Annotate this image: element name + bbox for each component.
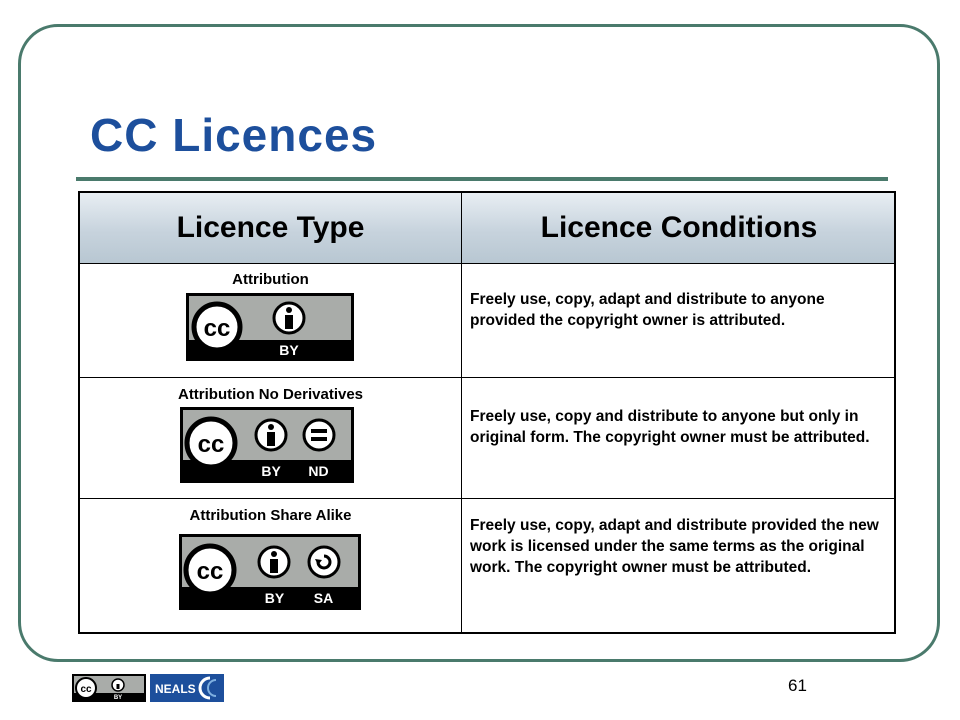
table-row (80, 378, 894, 499)
page-number: 61 (788, 676, 807, 695)
badge-text: BY SA (264, 590, 334, 606)
badge-text: BY (279, 342, 299, 358)
licence-conditions-text: Freely use, copy and distribute to anyone but only in original form. The copyright owner must be attributed. (470, 408, 870, 446)
svg-text:BY: BY (113, 695, 123, 700)
svg-text:NEALS: NEALS (155, 682, 196, 696)
licence-conditions-text: Freely use, copy, adapt and distribute to anyone provided the copyright owner is attributed. (470, 291, 825, 329)
cc-by-sa-badge (179, 534, 361, 610)
slide-title: CC Licences (90, 109, 378, 161)
svg-text:cc: cc (196, 558, 224, 585)
licence-table (78, 191, 896, 634)
licence-type-label: Attribution No Derivatives (177, 386, 364, 403)
table-row (80, 263, 894, 378)
badge-text: BY ND (261, 463, 329, 479)
table-header (80, 193, 894, 264)
svg-text:cc: cc (203, 315, 231, 342)
neals-logo (150, 674, 224, 702)
svg-text:cc: cc (80, 684, 92, 695)
cc-by-badge (186, 293, 354, 361)
licence-type-label: Attribution (232, 271, 309, 288)
header-licence-type: Licence Type (176, 211, 365, 244)
table-row (80, 499, 894, 634)
cc-by-nd-badge (180, 407, 354, 483)
title-underline (76, 177, 888, 181)
header-licence-conditions: Licence Conditions (540, 211, 818, 244)
licence-conditions-text: Freely use, copy, adapt and distribute provided the new work is licensed under the same terms as the original work. The copyright owner must be attributed. (470, 517, 879, 576)
svg-text:cc: cc (197, 431, 225, 458)
licence-type-label: Attribution Share Alike (189, 507, 352, 524)
footer-cc-by-badge (72, 674, 146, 702)
